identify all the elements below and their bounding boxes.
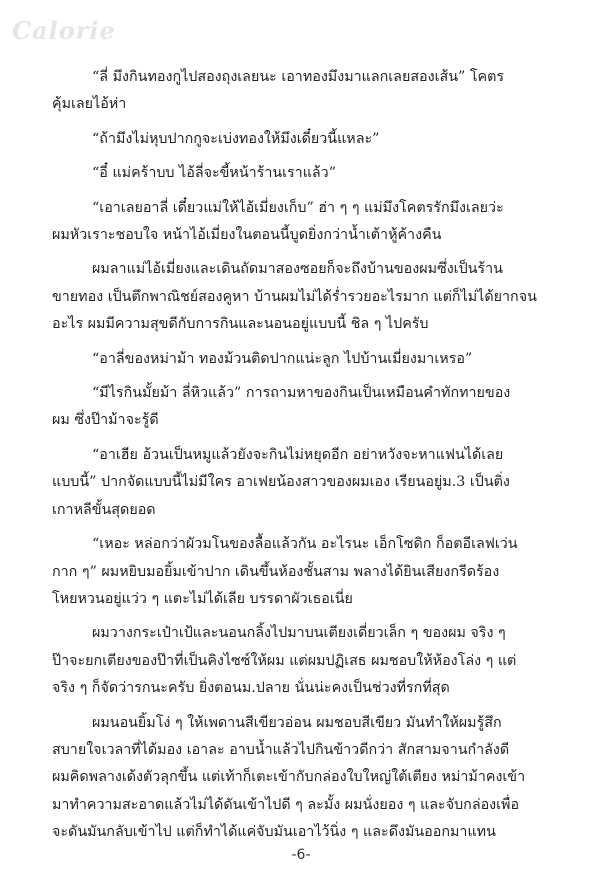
paragraph — [92, 160, 510, 187]
paragraph — [92, 126, 510, 153]
paragraph — [52, 256, 537, 338]
paragraph — [52, 531, 518, 613]
paragraph-gap — [92, 249, 510, 256]
text-line: ผมลาแม่ไอ้เมี่ยงและเดินถัดมาสองซอยก็จะถึงบ้านของผมซึ่งเป็นร้าน — [92, 261, 503, 278]
text-line: “อี๋ แม่คร้าบบ ไอ้ลี่จะขี้หน้าร้านเราแล้ว” — [92, 165, 337, 182]
paragraph — [52, 195, 510, 250]
page-number: -6- — [291, 847, 311, 863]
paragraph — [52, 64, 510, 119]
text-line: จริง ๆ ก็จัดว่ารกนะครับ ยิ่งตอนม.ปลาย นั่นน่ะคงเป็นช่วงที่รกที่สุด — [52, 680, 450, 697]
text-line: ผมวางกระเป๋าเป้และนอนกลิ้งไปมาบนเตียงเดี่ยวเล็ก ๆ ของผม จริง ๆ — [92, 625, 506, 642]
paragraph — [92, 346, 510, 373]
text-line: ผมคิดพลางเด้งตัวลุกขึ้น แต่เท้าก็เตะเข้ากับกล่องใบใหญ่ใต้เตียง หม่าม้าคงเข้า — [52, 769, 526, 786]
paragraph — [52, 710, 526, 847]
paragraph-gap — [92, 703, 510, 710]
text-line: ขายทอง เป็นตึกพาณิชย์สองคูหา บ้านผมไม่ได้ร่ำรวยอะไรมาก แต่ก็ไม่ได้ยากจน — [52, 288, 537, 305]
text-line: ผมนอนยิ้มโง่ ๆ ให้เพดานสีเขียวอ่อน ผมชอบสีเขียว มันทำให้ผมรู้สึก — [92, 714, 502, 731]
page-body — [52, 64, 537, 847]
text-line: กาก ๆ” ผมหยิบมอยิ้มเข้าปาก เดินขึ้นห้องชั้นสาม พลางได้ยินเสียงกรีดร้อง — [52, 563, 500, 580]
text-line: คุ้มเลยไอ้ห่า — [52, 96, 127, 113]
paragraph-gap — [92, 153, 510, 160]
text-line: “ถ้ามึงไม่หุบปากกูจะเบ่งทองให้มึงเดี๋ยวนี้แหละ” — [92, 130, 380, 147]
text-line: ป๊าจะยกเตียงของป๊าที่เป็นคิงไซซ์ให้ผม แต่ผมปฏิเสธ ผมชอบให้ห้องโล่ง ๆ แต่ — [52, 652, 517, 669]
text-line: โหยหวนอยู่แว่ว ๆ แตะไม่ได้เลีย บรรดาผัวเธอเนี่ย — [52, 590, 353, 607]
paragraph-gap — [92, 613, 510, 620]
paragraph-gap — [92, 119, 510, 126]
text-line: “เอาเลยอาลี่ เดี๋ยวแม่ให้ไอ้เมี่ยงเก็บ” ฮ่า ๆ ๆ แม่มึงโคตรรักมึงเลยว่ะ — [92, 199, 504, 216]
paragraph-gap — [92, 188, 510, 195]
text-line: ผมหัวเราะชอบใจ หน้าไอ้เมี่ยงในตอนนี้บูดยิ่งกว่าน้ำเต้าหู้ค้างคืน — [52, 227, 442, 244]
text-line: อะไร ผมมีความสุขดีกับการกินและนอนอยู่แบบนี้ ชิล ๆ ไปครับ — [52, 316, 429, 333]
text-line: สบายใจเวลาที่ได้มอง เอาละ อาบน้ำแล้วไปกินข้าวดีกว่า สักสามจานกำลังดี — [52, 741, 510, 758]
text-line: แบบนี้” ปากจัดแบบนี้ไม่มีใคร อาเฟยน้องสาวของผมเอง เรียนอยู่ม.3 เป็นติ่ง — [52, 474, 510, 491]
text-line: “ลี่ มึงกินทองกูไปสองถุงเลยนะ เอาทองมึงมาแลกเลยสองเส้น” โคตร — [92, 69, 505, 85]
paragraph — [52, 442, 510, 524]
text-line: “เหอะ หล่อกว่าผัวมโนของลื้อแล้วกัน อะไรนะ เอ็กโซดิก ก็อตอีเลฟเว่น — [92, 536, 518, 553]
calorie-logo-watermark: Calorie — [12, 16, 116, 45]
text-line: “มีไรกินมั้ยม้า ลี่หิวแล้ว” การถามหาของกินเป็นเหมือนคำทักทายของ — [92, 385, 511, 402]
text-line: มาทำความสะอาดแล้วไม่ได้ดันเข้าไปดี ๆ ละมั้ง ผมนั่งยอง ๆ และจับกล่องเพื่อ — [52, 796, 520, 813]
text-line: ผม ซึ่งป๊าม้าจะรู้ดี — [52, 412, 159, 429]
text-line: “อาลี่ของหม่าม้า ทองม้วนติดปากแน่ะลูก ไปบ้านเมี่ยงมาเหรอ” — [92, 350, 473, 367]
paragraph-gap — [92, 524, 510, 531]
text-line: “อาเฮีย อ้วนเป็นหมูแล้วยังจะกินไม่หยุดอีก อย่าหวังจะหาแฟนได้เลย — [92, 446, 504, 463]
paragraph-gap — [92, 435, 510, 442]
paragraph-gap — [92, 373, 510, 380]
paragraph — [52, 380, 511, 435]
paragraph — [52, 620, 517, 702]
text-line: เกาหลีขั้นสุดยอด — [52, 501, 156, 518]
text-line: จะดันมันกลับเข้าไป แต่ก็ทำได้แค่จับมันเอาไว้นิ่ง ๆ และดึงมันออกมาแทน — [52, 824, 496, 841]
paragraph-gap — [92, 339, 510, 346]
